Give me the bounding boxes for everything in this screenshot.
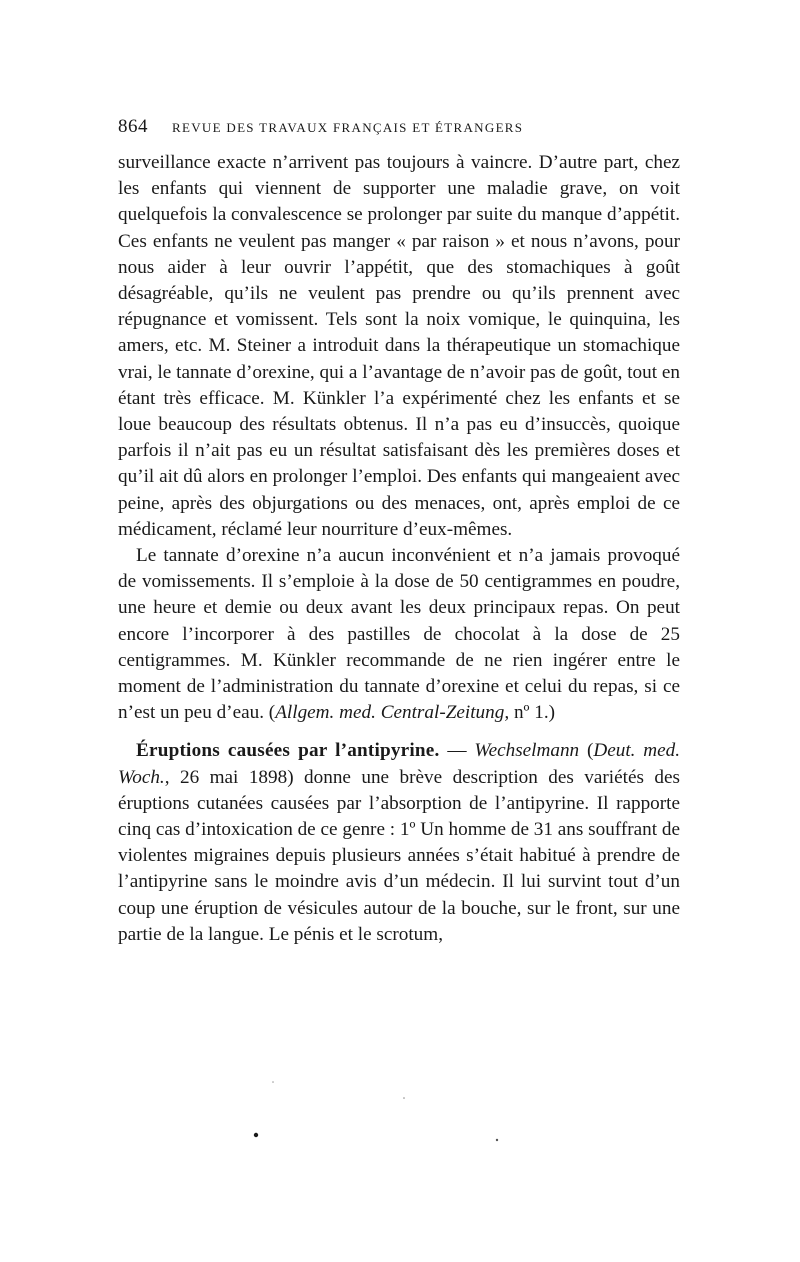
paragraph-3	[118, 738, 680, 948]
section-title: Éruptions causées par l’antipyrine.	[136, 740, 440, 762]
paragraph-3-text: , 26 mai 1898) donne une brève description des variétés des éruptions cutanées causées par l’absorption de l’antipyrine. Il rapporte cinq cas d’intoxication de ce genre : 1º Un homme de 31 ans souffrant de violentes migraines depuis plusieurs années s’était habitué à prendre de l’antipyrine sans le moindre avis d’un médecin. Il lui survint tout d’un coup une éruption de vésicules autour de la bouche, sur le front, sur une partie de la langue. Le pénis et le scrotum,	[118, 766, 680, 945]
page-number: 864	[118, 116, 148, 137]
journal: Deut. med. Woch.	[118, 740, 681, 788]
citation-issue: nº 1.)	[509, 702, 556, 724]
body-text	[118, 150, 680, 948]
open-paren: (	[579, 740, 594, 762]
running-head: REVUE DES TRAVAUX FRANÇAIS ET ÉTRANGERS	[172, 120, 524, 135]
ink-speck	[272, 1081, 274, 1083]
citation: Allgem. med. Central-Zeitung,	[275, 702, 510, 724]
paragraph-1: surveillance exacte n’arrivent pas toujours à vaincre. D’autre part, chez les enfants qui viennent de supporter une maladie grave, on voit quelquefois la convalescence se prolonger par suite du manque d’appétit. Ces enfants ne veulent pas manger « par raison » et nous n’avons, pour nous aider à leur ouvrir l’appétit, que des stomachiques à goût désagréable, qu’ils ne veulent pas prendre ou qu’ils prennent avec répugnance et vomissent. Tels sont la noix vomique, le quinquina, les amers, etc. M. Steiner a introduit dans la thérapeutique un stomachique vrai, le tannate d’orexine, qui a l’avantage de n’avoir pas de goût, tout en étant très efficace. M. Künkler l’a expérimenté chez les enfants et se loue beaucoup des résultats obtenus. Il n’a pas eu d’insuccès, quoique parfois il n’ait pas eu un résultat satisfaisant dès les premières doses et qu’il ait dû alors en prolonger l’emploi. Des enfants qui mangeaient avec peine, après des objurgations ou des menaces, ont, après emploi de ce médicament, réclamé leur nourriture d’eux-mêmes.	[118, 152, 680, 540]
paragraph-2	[118, 543, 680, 726]
author: Wechselmann	[474, 740, 580, 762]
page-header	[118, 116, 680, 138]
ink-speck	[496, 1139, 498, 1141]
paragraph-2-text: Le tannate d’orexine n’a aucun inconvénient et n’a jamais provoqué de vomissements. Il s’emploie à la dose de 50 centigrammes en poudre, une heure et demie ou deux avant les deux principaux repas. On peut encore l’incorporer à des pastilles de chocolat à la dose de 25 centigrammes. M. Künkler recommande de ne rien ingérer entre le moment de l’administration du tannate d’orexine et celui du repas, si ce n’est un peu d’eau. (	[118, 545, 680, 724]
title-dash: —	[439, 740, 475, 762]
ink-speck	[254, 1133, 258, 1137]
ink-speck	[403, 1097, 405, 1099]
